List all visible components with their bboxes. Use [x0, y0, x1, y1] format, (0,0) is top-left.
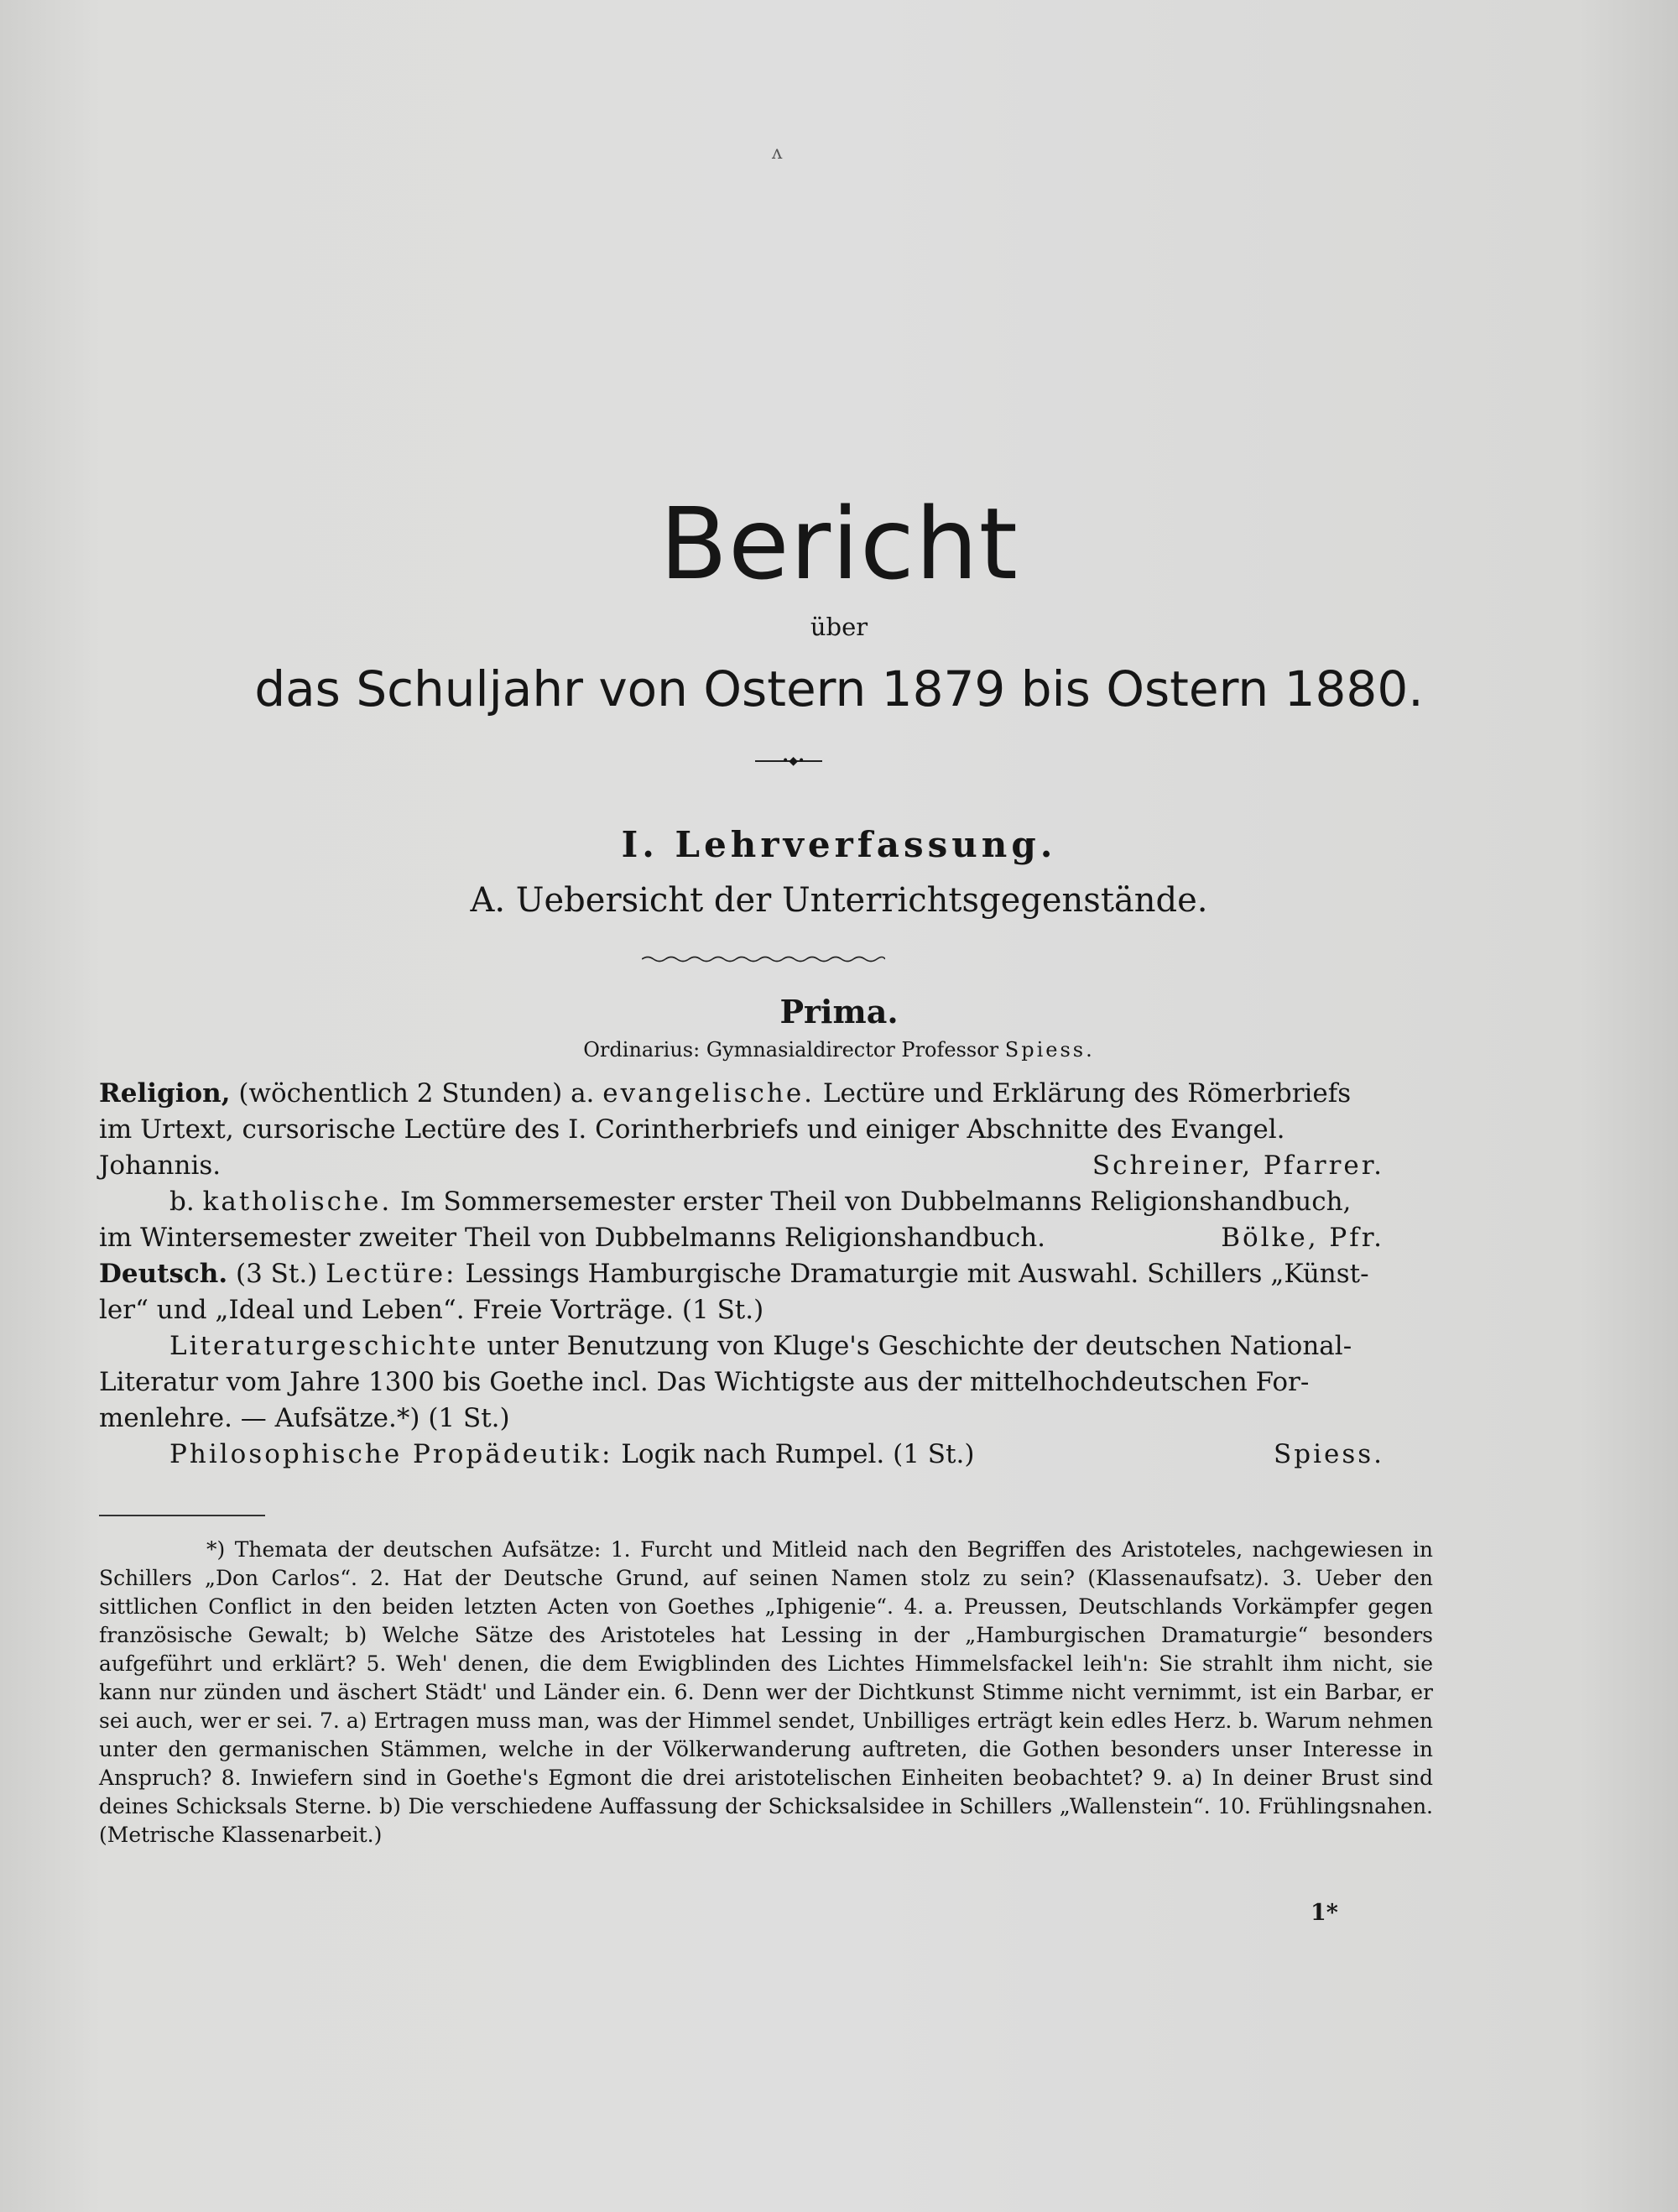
page-mark: 1* [1311, 1900, 1338, 1926]
deutsch-line6: Logik nach Rumpel. (1 St.) [621, 1439, 975, 1469]
class-heading: Prima. [779, 993, 899, 1030]
religion-teacher1: Schreiner, Pfarrer. [1092, 1150, 1384, 1181]
section-subtitle: A. Uebersicht der Unterrichtsgegenstände. [470, 881, 1208, 920]
religion-line4: Im Sommersemester erster Theil von Dubbelmanns Religionshandbuch, [400, 1187, 1352, 1217]
deutsch-line2: ler“ und „Ideal und Leben“. Freie Vorträge. (1 St.) [99, 1295, 764, 1325]
religion-line1: (wöchentlich 2 Stunden) a. [238, 1078, 595, 1109]
top-mark: ᴧ [772, 143, 783, 164]
religion-block [99, 1076, 1384, 1256]
ordinarius-name: Spiess. [1004, 1038, 1095, 1062]
report-ueber: über [810, 613, 868, 641]
deutsch-teacher: Spiess. [1273, 1439, 1384, 1469]
section-title: I. Lehrverfassung. [621, 824, 1057, 865]
deutsch-lectuere: Lectüre: [326, 1259, 457, 1289]
ornament-wave-divider [642, 955, 885, 963]
religion-line3: Johannis. [99, 1150, 221, 1181]
deutsch-line5: menlehre. — Aufsätze.*) (1 St.) [99, 1403, 510, 1433]
deutsch-line3: unter Benutzung von Kluge's Geschichte der deutschen National- [487, 1331, 1352, 1361]
religion-line1b: Lectüre und Erklärung des Römerbriefs [822, 1078, 1352, 1109]
religion-katholisch: katholische. [202, 1187, 393, 1217]
religion-teacher2: Bölke, Pfr. [1221, 1223, 1384, 1253]
religion-kath-prefix: b. [169, 1187, 195, 1217]
footnote-rule [99, 1515, 265, 1516]
footnote-text: *) Themata der deutschen Aufsätze: 1. Furcht und Mitleid nach den Begriffen des Aristoteles, nachgewiesen in Schillers „Don Carlos“. 2. Hat der Deutsche Grund, auf seinen Namen stolz zu sein? (Klassenaufsatz). 3. Ueber den sittlichen Conflict in den beiden letzten Acten von Goethes „Iphigenie“. 4. a. Preussen, Deutschlands Vorkämpfer gegen französische Gewalt; b) Welche Sätze des Aristoteles hat Lessing in der „Hamburgischen Dramaturgie“ besonders aufgeführt und erklärt? 5. Weh' denen, die dem Ewigblinden des Lichtes Himmelsfackel leih'n: Sie strahlt ihm nicht, sie kann nur zünden und äschert Städt' und Länder ein. 6. Denn wer der Dichtkunst Stimme nicht vernimmt, ist ein Barbar, er sei auch, wer er sei. 7. a) Ertragen muss man, was der Himmel sendet, Unbilliges erträgt kein edles Herz. b. Warum nehmen unter den germanischen Stämmen, welche in der Völkerwanderung auftreten, die Gothen besonders unser Interesse in Anspruch? 8. Inwiefern sind in Goethe's Egmont die drei aristotelischen Einheiten beobachtet? 9. a) In deiner Brust sind deines Schicksals Sterne. b) Die verschiedene Auffassung der Schicksalsidee in Schillers „Wallenstein“. 10. Frühlingsnahen. (Metrische Klassenarbeit.) [99, 1537, 1433, 1847]
footnote-block [99, 1536, 1433, 1849]
deutsch-line4: Literatur vom Jahre 1300 bis Goethe incl. Das Wichtigste aus der mittelhochdeutschen For- [99, 1367, 1310, 1397]
ordinarius-label: Ordinarius: Gymnasialdirector Professor [583, 1038, 999, 1062]
ordinarius-line [0, 1037, 1678, 1062]
religion-evangelisch: evangelische. [602, 1078, 816, 1109]
deutsch-heading: Deutsch. [99, 1259, 228, 1289]
deutsch-line1a: (3 St.) [235, 1259, 318, 1289]
deutsch-literaturgeschichte: Literaturgeschichte [169, 1331, 479, 1361]
report-title: Bericht [659, 486, 1019, 602]
religion-line5: im Wintersemester zweiter Theil von Dubbelmanns Religionshandbuch. [99, 1223, 1046, 1253]
religion-heading: Religion, [99, 1078, 231, 1109]
report-subtitle: das Schuljahr von Ostern 1879 bis Ostern 1880. [254, 660, 1424, 717]
deutsch-philosophie: Philosophische Propädeutik: [169, 1439, 613, 1469]
ornament-dots: •◆• [782, 754, 805, 768]
religion-line2: im Urtext, cursorische Lectüre des I. Corintherbriefs und einiger Abschnitte des Evangel. [99, 1114, 1285, 1145]
deutsch-block [99, 1256, 1384, 1473]
deutsch-line1b: Lessings Hamburgische Dramaturgie mit Auswahl. Schillers „Künst- [465, 1259, 1369, 1289]
